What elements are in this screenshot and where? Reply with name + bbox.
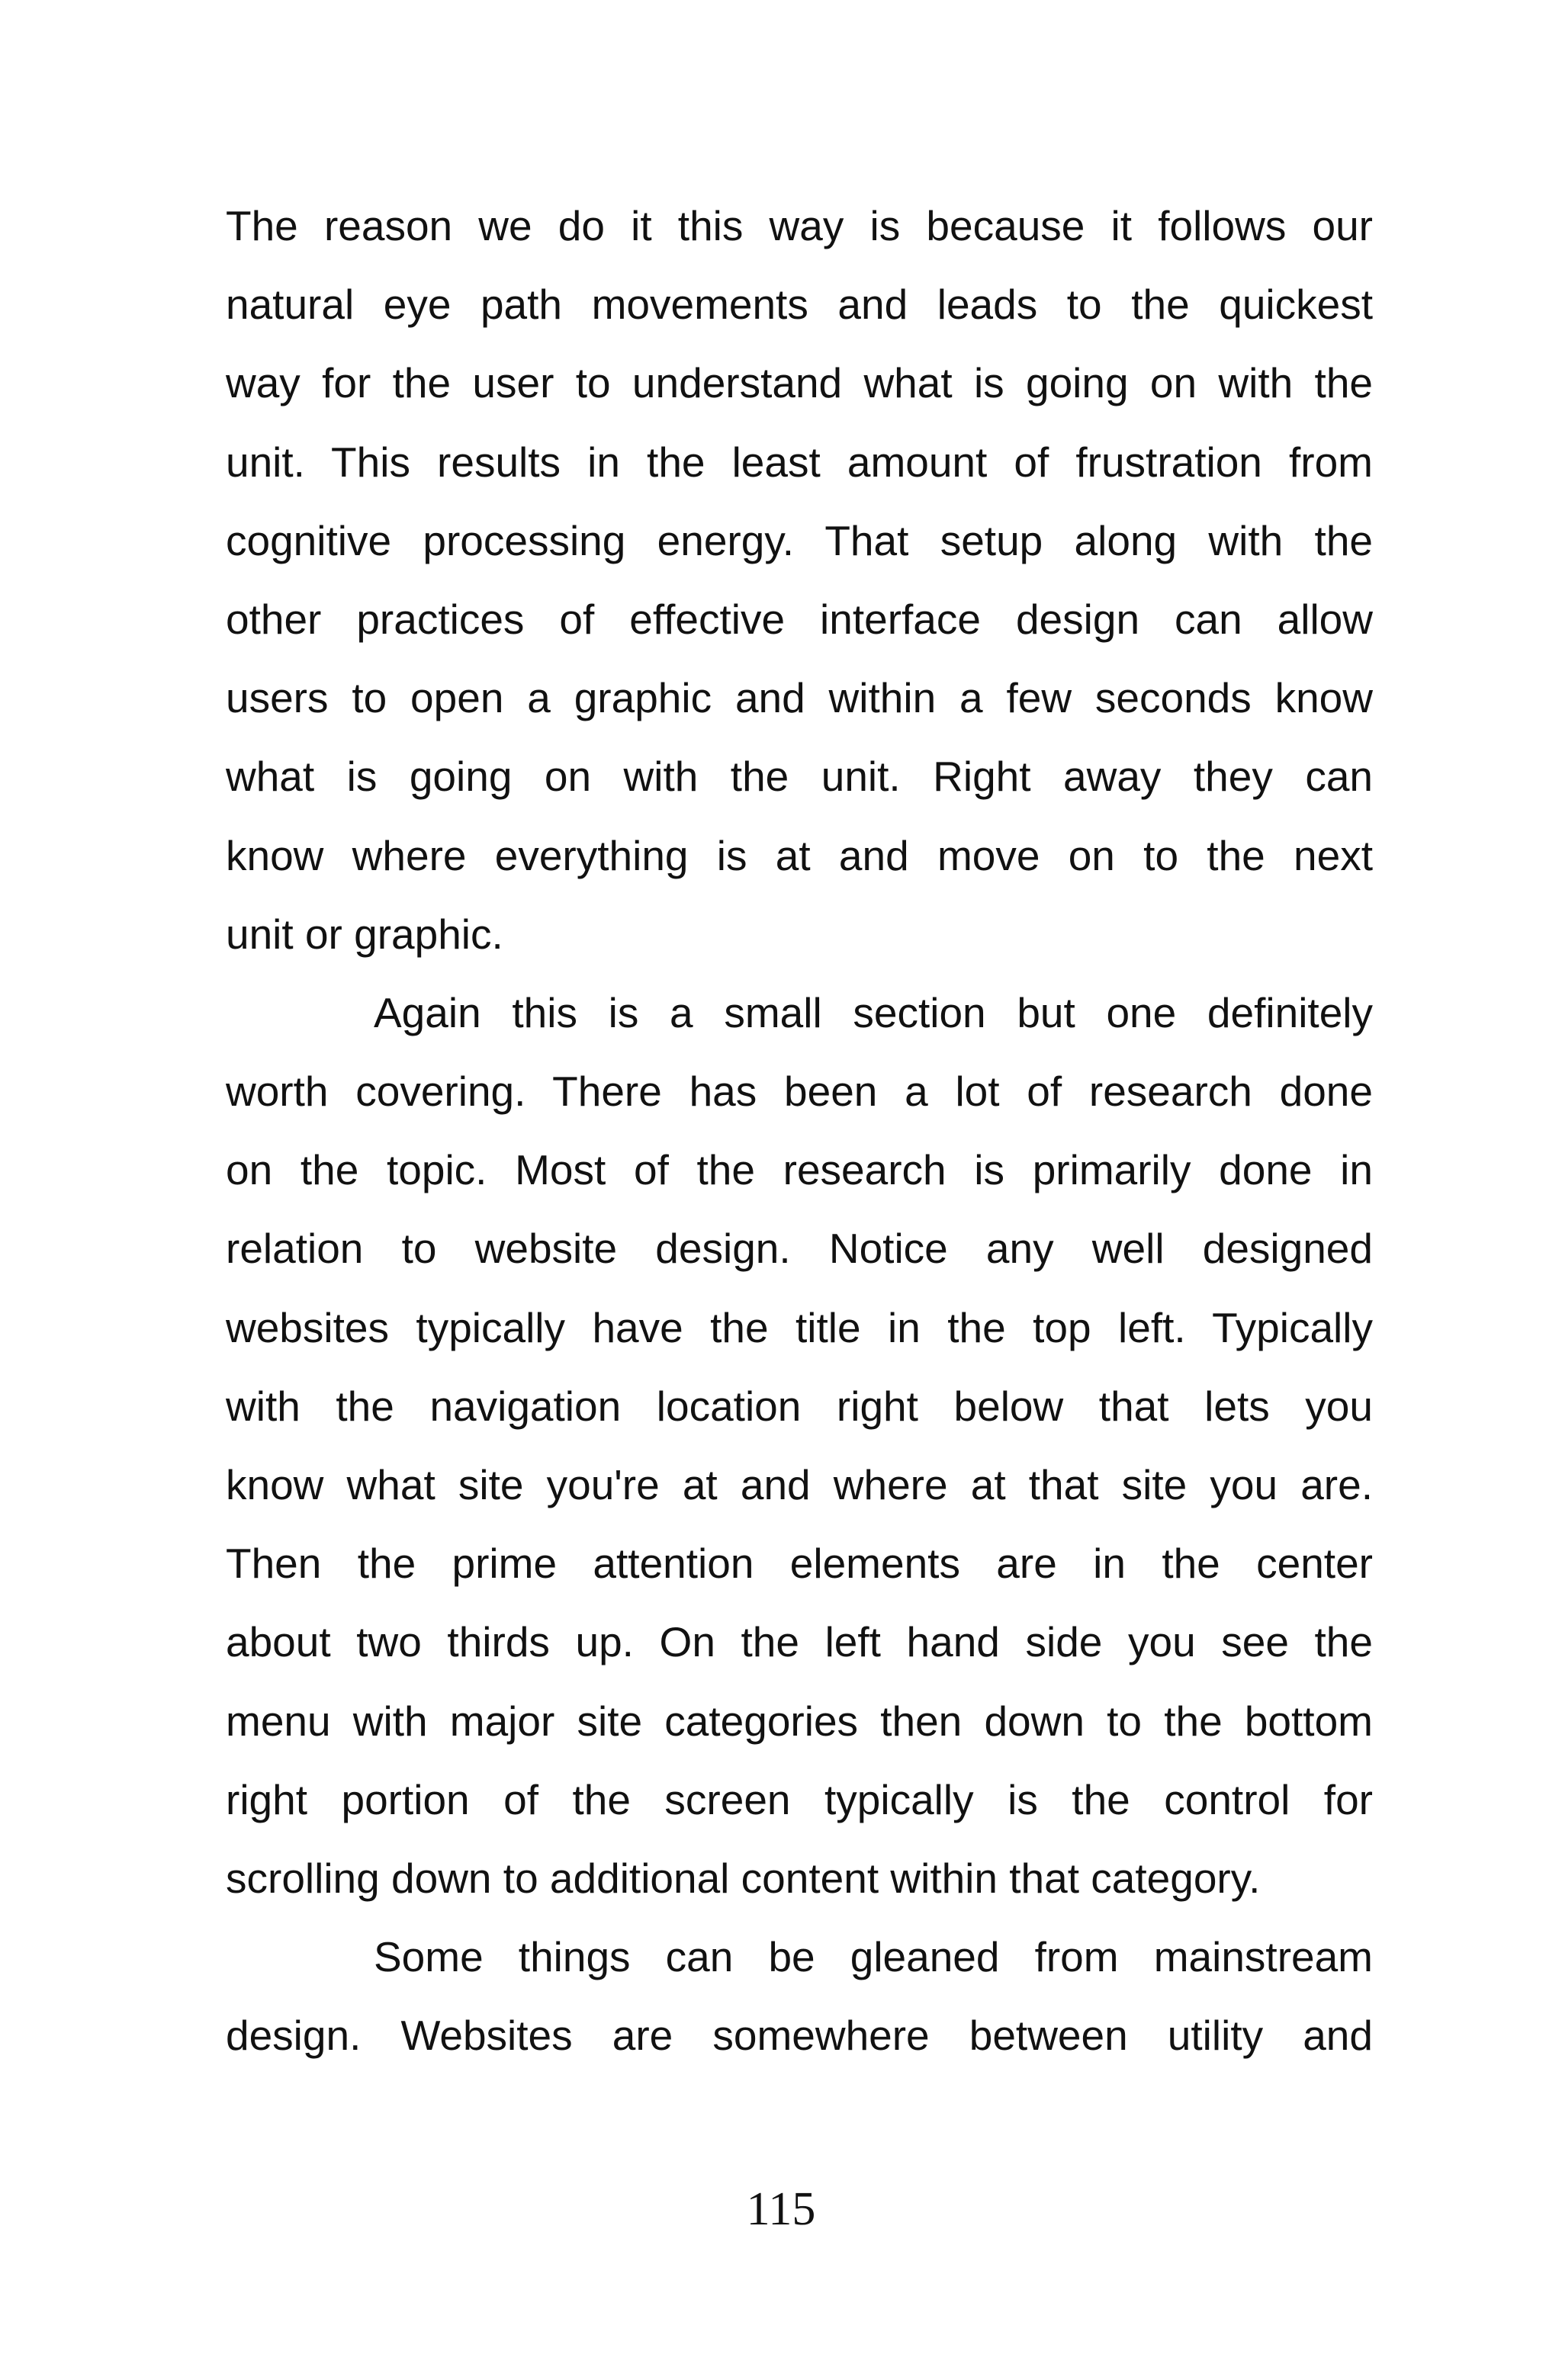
text-line: know what site you're at and where at that site you are. [226,1461,1373,1508]
body-text [226,187,1373,2076]
text-line: The reason we do it this way is because it follows our [226,202,1373,249]
text-line: with the navigation location right below that lets you [226,1382,1373,1430]
text-line: users to open a graphic and within a few seconds know [226,674,1373,722]
text-line: know where everything is at and move on to the next [226,831,1373,879]
text-line: unit. This results in the least amount of frustration from [226,438,1373,486]
text-line: about two thirds up. On the left hand side you see the [226,1618,1373,1666]
text-line: cognitive processing energy. That setup along with the [226,516,1373,564]
text-line: scrolling down to additional content within that category. [226,1854,1261,1902]
text-line: relation to website design. Notice any well designed [226,1225,1373,1273]
text-line: on the topic. Most of the research is primarily done in [226,1146,1373,1194]
text-line: way for the user to understand what is going on with the [226,359,1373,407]
text-line: design. Websites are somewhere between utility and [226,2012,1373,2060]
text-line: websites typically have the title in the top left. Typically [226,1303,1373,1351]
text-line: Again this is a small section but one definitely [374,988,1373,1036]
page-number: 115 [746,2183,816,2235]
text-line: unit or graphic. [226,910,503,958]
text-line: Then the prime attention elements are in the center [226,1540,1373,1588]
paragraph [226,187,1373,974]
text-line: menu with major site categories then down to the bottom [226,1697,1373,1745]
text-line: other practices of effective interface design can allow [226,595,1373,643]
text-line: what is going on with the unit. Right away they can [226,753,1373,801]
text-line: Some things can be gleaned from mainstream [374,1933,1373,1981]
text-line: worth covering. There has been a lot of research done [226,1068,1373,1116]
text-line: right portion of the screen typically is the control for [226,1775,1373,1823]
text-line: natural eye path movements and leads to the quickest [226,281,1373,329]
paragraph [226,974,1373,1918]
paragraph [226,1918,1373,2075]
